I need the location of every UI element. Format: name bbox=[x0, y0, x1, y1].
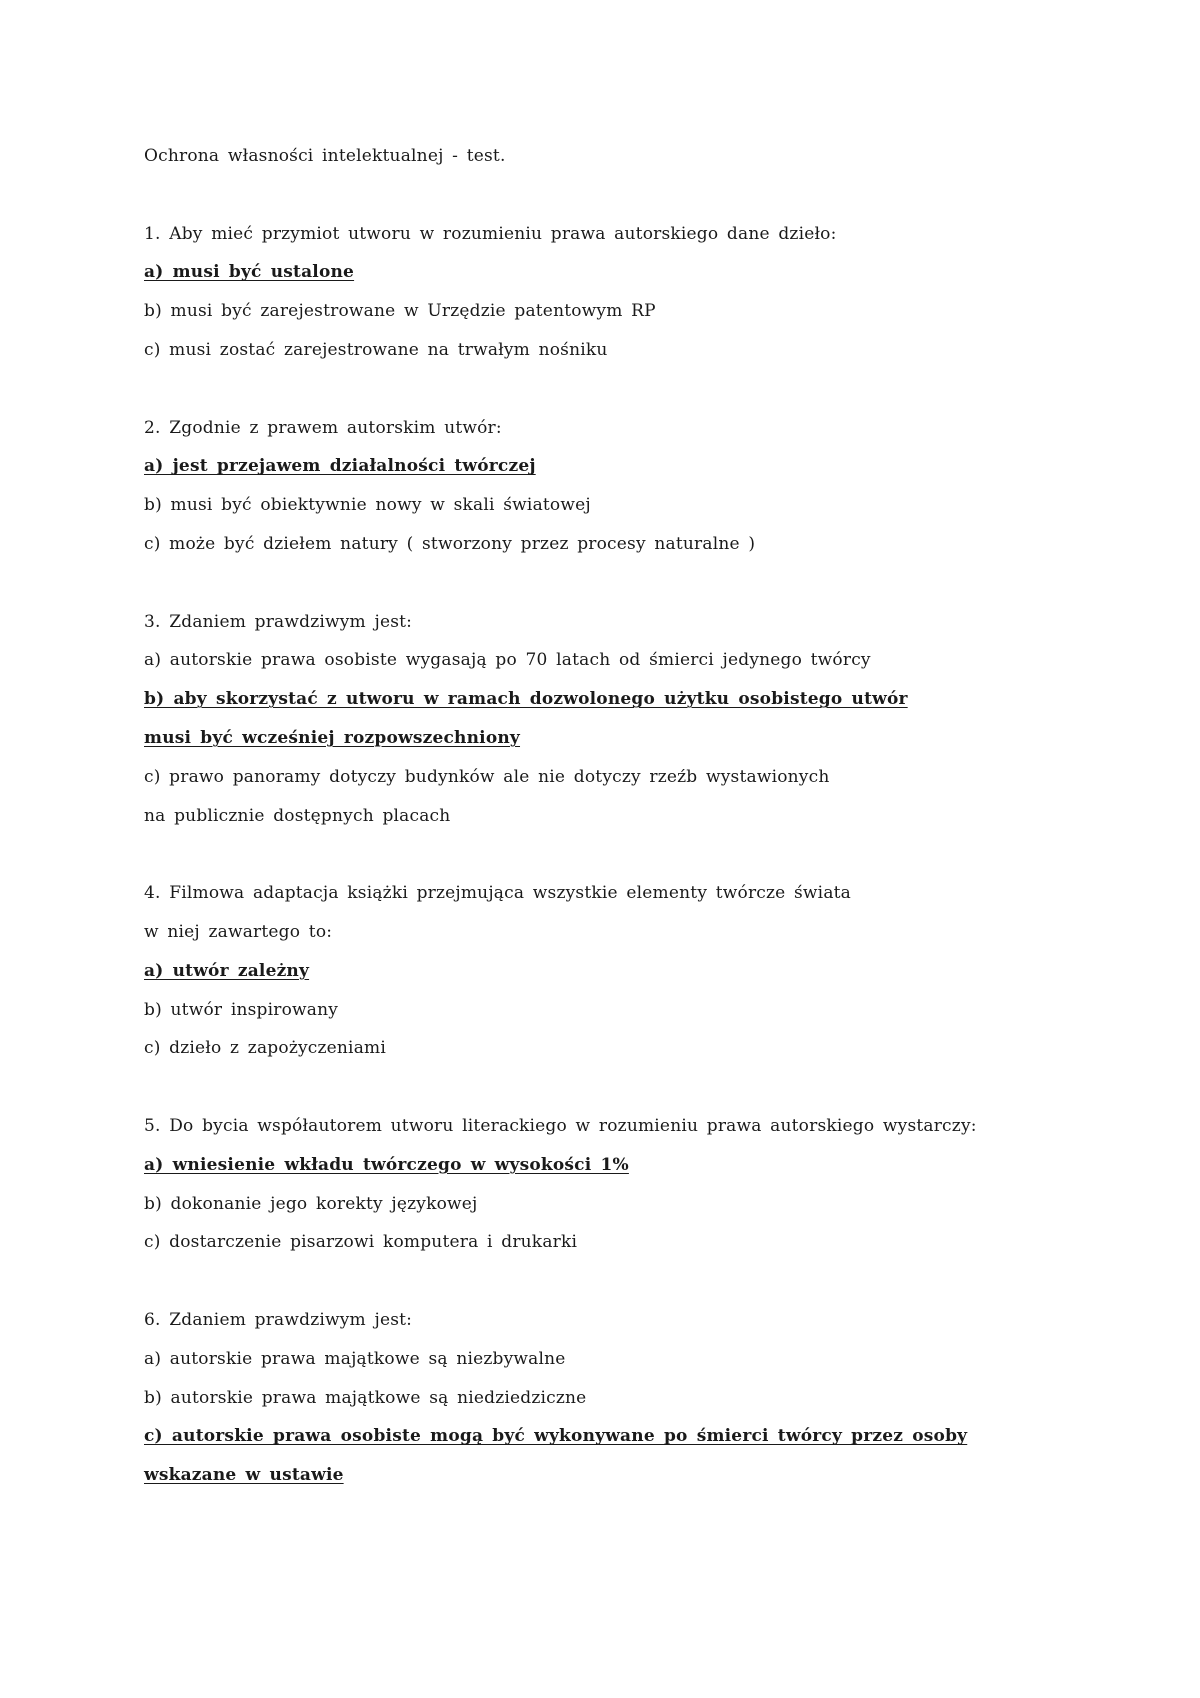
answer-option bbox=[144, 331, 1144, 370]
answer-option bbox=[144, 486, 1144, 525]
answer-option bbox=[144, 525, 1144, 564]
document-body bbox=[144, 137, 1144, 1495]
page-title: Ochrona własności intelektualnej - test. bbox=[144, 146, 506, 166]
correct-answer-text: c) autorskie prawa osobiste mogą być wykonywane po śmierci twórcy przez osoby bbox=[144, 1426, 968, 1447]
answer-text: c) dzieło z zapożyczeniami bbox=[144, 1038, 386, 1059]
answer-text: b) musi być zarejestrowane w Urzędzie patentowym RP bbox=[144, 301, 656, 322]
correct-answer-text: a) wniesienie wkładu twórczego w wysokości 1% bbox=[144, 1154, 629, 1175]
answer-option bbox=[144, 641, 1144, 680]
question-block bbox=[144, 603, 1144, 836]
answer-option bbox=[144, 1379, 1144, 1418]
correct-answer-option bbox=[144, 253, 1144, 292]
question-block bbox=[144, 215, 1144, 370]
answer-text: a) autorskie prawa majątkowe są niezbywalne bbox=[144, 1348, 566, 1369]
answer-text: c) musi zostać zarejestrowane na trwałym nośniku bbox=[144, 339, 608, 360]
answer-option bbox=[144, 1340, 1144, 1379]
answer-option bbox=[144, 1223, 1144, 1262]
correct-answer-text: wskazane w ustawie bbox=[144, 1465, 344, 1486]
answer-text: c) prawo panoramy dotyczy budynków ale nie dotyczy rzeźb wystawionych bbox=[144, 766, 830, 787]
answer-option bbox=[144, 991, 1144, 1030]
question-block bbox=[144, 874, 1144, 1068]
answer-text: na publicznie dostępnych placach bbox=[144, 805, 451, 826]
answer-option bbox=[144, 797, 1144, 836]
blank-line bbox=[144, 1068, 1144, 1107]
answer-text: b) musi być obiektywnie nowy w skali światowej bbox=[144, 495, 591, 516]
question-text: 6. Zdaniem prawdziwym jest: bbox=[144, 1309, 413, 1330]
answer-text: b) autorskie prawa majątkowe są niedziedziczne bbox=[144, 1387, 587, 1408]
blank-line bbox=[144, 370, 1144, 409]
blank-line bbox=[144, 564, 1144, 603]
blank-line bbox=[144, 835, 1144, 874]
answer-option bbox=[144, 1185, 1144, 1224]
correct-answer-text: b) aby skorzystać z utworu w ramach dozwolonego użytku osobistego utwór bbox=[144, 689, 908, 710]
answer-option bbox=[144, 1029, 1144, 1068]
answer-text: c) może być dziełem natury ( stworzony przez procesy naturalne ) bbox=[144, 533, 756, 554]
question-block bbox=[144, 1107, 1144, 1262]
answer-text: a) autorskie prawa osobiste wygasają po 70 latach od śmierci jedynego twórcy bbox=[144, 650, 871, 671]
answer-text: b) dokonanie jego korekty językowej bbox=[144, 1193, 478, 1214]
correct-answer-option bbox=[144, 1456, 1144, 1495]
correct-answer-option bbox=[144, 719, 1144, 758]
answer-option bbox=[144, 758, 1144, 797]
correct-answer-text: a) utwór zależny bbox=[144, 960, 310, 981]
blank-line bbox=[144, 176, 1144, 215]
blank-line bbox=[144, 1262, 1144, 1301]
question-text: 4. Filmowa adaptacja książki przejmująca wszystkie elementy twórcze świata bbox=[144, 883, 852, 904]
correct-answer-option bbox=[144, 1417, 1144, 1456]
correct-answer-text: musi być wcześniej rozpowszechniony bbox=[144, 727, 521, 748]
question-block bbox=[144, 1301, 1144, 1495]
correct-answer-option bbox=[144, 680, 1144, 719]
question-list bbox=[144, 176, 1144, 1495]
answer-text: b) utwór inspirowany bbox=[144, 999, 339, 1020]
question-text: w niej zawartego to: bbox=[144, 921, 333, 942]
correct-answer-option bbox=[144, 1146, 1144, 1185]
answer-option bbox=[144, 292, 1144, 331]
correct-answer-text: a) musi być ustalone bbox=[144, 262, 355, 283]
question-text: 1. Aby mieć przymiot utworu w rozumieniu prawa autorskiego dane dzieło: bbox=[144, 223, 837, 244]
question-block bbox=[144, 409, 1144, 564]
correct-answer-option bbox=[144, 447, 1144, 486]
question-text: 2. Zgodnie z prawem autorskim utwór: bbox=[144, 417, 502, 438]
correct-answer-text: a) jest przejawem działalności twórczej bbox=[144, 456, 536, 477]
answer-text: c) dostarczenie pisarzowi komputera i drukarki bbox=[144, 1232, 578, 1253]
question-text: 5. Do bycia współautorem utworu literackiego w rozumieniu prawa autorskiego wystarczy: bbox=[144, 1115, 977, 1136]
correct-answer-option bbox=[144, 952, 1144, 991]
question-text: 3. Zdaniem prawdziwym jest: bbox=[144, 611, 413, 632]
